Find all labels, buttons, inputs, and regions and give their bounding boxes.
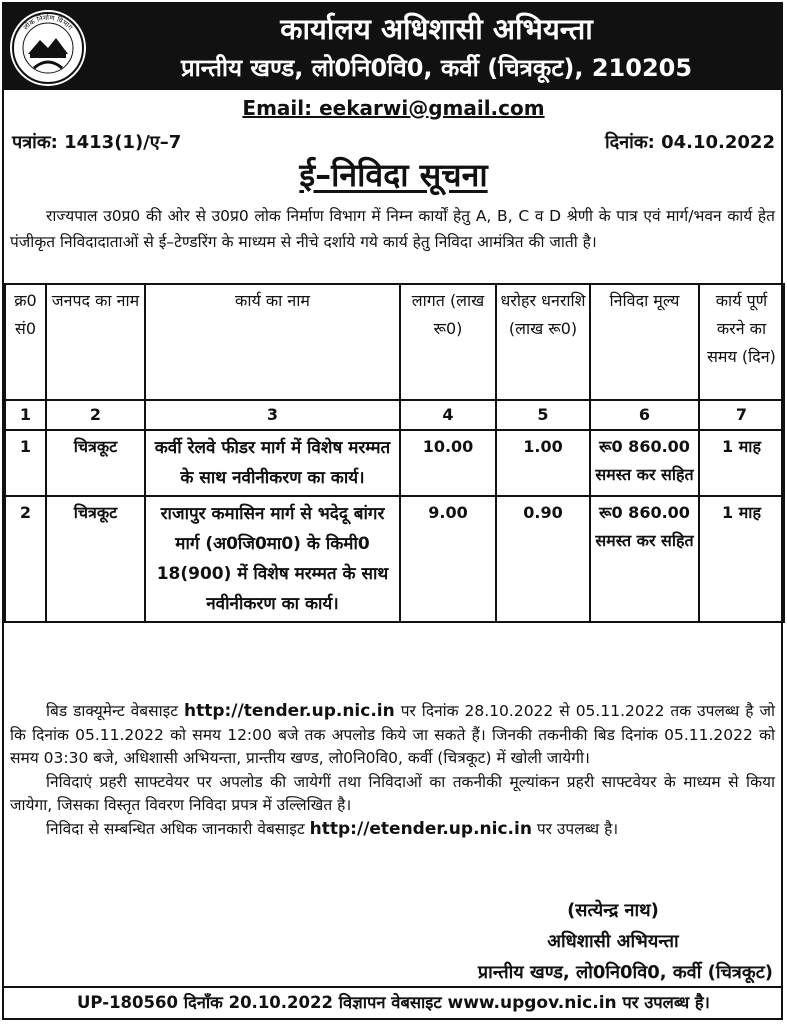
reference-number: पत्रांक: 1413(1)/ए–7 <box>12 132 182 153</box>
cell-duration: 1 माह <box>699 496 784 622</box>
cell-duration: 1 माह <box>699 430 784 496</box>
tender-website-link[interactable]: http://tender.up.nic.in <box>183 701 395 721</box>
col-header-sn: क्र0 सं0 <box>5 284 46 400</box>
column-number-row <box>5 400 784 430</box>
pwd-emblem-icon <box>10 10 86 86</box>
signature-block <box>453 895 773 988</box>
notice-body <box>10 700 775 841</box>
col-header-cost: लागत (लाख रू0) <box>400 284 496 400</box>
col-header-duration: कार्य पूर्ण करने का समय (दिन) <box>699 284 784 400</box>
col-number: 3 <box>145 400 400 430</box>
header-banner <box>4 4 783 90</box>
bid-document-paragraph: बिड डाक्यूमेन्ट वेबसाइट http://tender.up.nic.in पर दिनांक 28.10.2022 से 05.11.2022 तक उपलब्ध है जो कि दिनांक 05.11.2022 को समय 12:00 बजे तक अपलोड किये जा सकते हैं। जिनकी तकनीकी बिड दिनांक 05.11.2022 को समय 03:30 बजे, अधिशासी अभियन्ता, प्रान्तीय खण्ड, लो0नि0वि0, कर्वी (चित्रकूट) में खोली जायेगी। <box>10 701 775 767</box>
cell-deposit: 0.90 <box>496 496 590 622</box>
etender-website-link[interactable]: http://etender.up.nic.in <box>309 818 532 839</box>
table-row <box>5 430 784 496</box>
prahari-paragraph: निविदाएं प्रहरी साफ्टवेयर पर अपलोड की जायेगीं तथा निविदाओं का तकनीकी मूल्यांकन प्रहरी साफ्टवेयर के माध्यम से किया जायेगा, जिसका विस्तृत विवरण निविदा प्रपत्र में उल्लिखित है। <box>10 772 775 814</box>
col-number: 6 <box>590 400 699 430</box>
signatory-name: (सत्येन्द्र नाथ) <box>567 900 659 921</box>
col-number: 2 <box>46 400 145 430</box>
cell-work: राजापुर कमासिन मार्ग से भदेदू बांगर मार्ग (अ0जि0मा0) के किमी0 18(900) में विशेष मरम्मत के साथ नवीनीकरण का कार्य। <box>145 496 400 622</box>
notice-date: दिनांक: 04.10.2022 <box>604 132 775 153</box>
table-row <box>5 496 784 622</box>
tender-table <box>4 283 785 623</box>
signatory-designation: अधिशासी अभियन्ता <box>547 931 679 952</box>
logo-text: लोक निर्माण विभाग <box>21 13 75 32</box>
cell-district: चित्रकूट <box>46 496 145 622</box>
cell-sn: 1 <box>5 430 46 496</box>
cell-district: चित्रकूट <box>46 430 145 496</box>
cell-work: कर्वी रेलवे फीडर मार्ग में विशेष मरम्मत के साथ नवीनीकरण का कार्य। <box>145 430 400 496</box>
footer-bar: UP-180560 दिनाँक 20.10.2022 विज्ञापन वेबसाइट www.upgov.nic.in पर उपलब्ध है। <box>4 986 783 1018</box>
col-header-price: निविदा मूल्य <box>590 284 699 400</box>
signatory-office: प्रान्तीय खण्ड, लो0नि0वि0, कर्वी (चित्रकूट) <box>477 962 773 983</box>
col-number: 4 <box>400 400 496 430</box>
table-header-row <box>5 284 784 400</box>
cell-cost: 9.00 <box>400 496 496 622</box>
notice-title: ई–निविदा सूचना <box>299 156 488 194</box>
office-address: प्रान्तीय खण्ड, लो0नि0वि0, कर्वी (चित्रकूट), 210205 <box>180 54 693 82</box>
col-header-work: कार्य का नाम <box>145 284 400 400</box>
col-header-deposit: धरोहर धनराशि (लाख रू0) <box>496 284 590 400</box>
more-info-paragraph: निविदा से सम्बन्धित अधिक जानकारी वेबसाइट http://etender.up.nic.in पर उपलब्ध है। <box>46 818 619 839</box>
col-number: 7 <box>699 400 784 430</box>
col-number: 5 <box>496 400 590 430</box>
col-number: 1 <box>5 400 46 430</box>
cell-price: रू0 860.00 समस्त कर सहित <box>590 496 699 622</box>
cell-price: रू0 860.00 समस्त कर सहित <box>590 430 699 496</box>
upgov-website-link[interactable]: www.upgov.nic.in <box>447 993 617 1013</box>
office-title: कार्यालय अधिशासी अभियन्ता <box>280 12 593 46</box>
cell-deposit: 1.00 <box>496 430 590 496</box>
cell-sn: 2 <box>5 496 46 622</box>
intro-paragraph: राज्यपाल उ0प्र0 की ओर से उ0प्र0 लोक निर्माण विभाग में निम्न कार्यों हेतु A, B, C व D श्रेणी के पात्र एवं मार्ग/भवन कार्य हेत पंजीकृत निविदादाताओं से ई–टेण्डरिंग के माध्यम से नीचे दर्शाये गये कार्य हेतु निविदा आमंत्रित की जाती है। <box>10 207 775 251</box>
email-line <box>0 95 787 121</box>
email-link[interactable]: Email: eekarwi@gmail.com <box>242 96 545 120</box>
col-header-district: जनपद का नाम <box>46 284 145 400</box>
cell-cost: 10.00 <box>400 430 496 496</box>
